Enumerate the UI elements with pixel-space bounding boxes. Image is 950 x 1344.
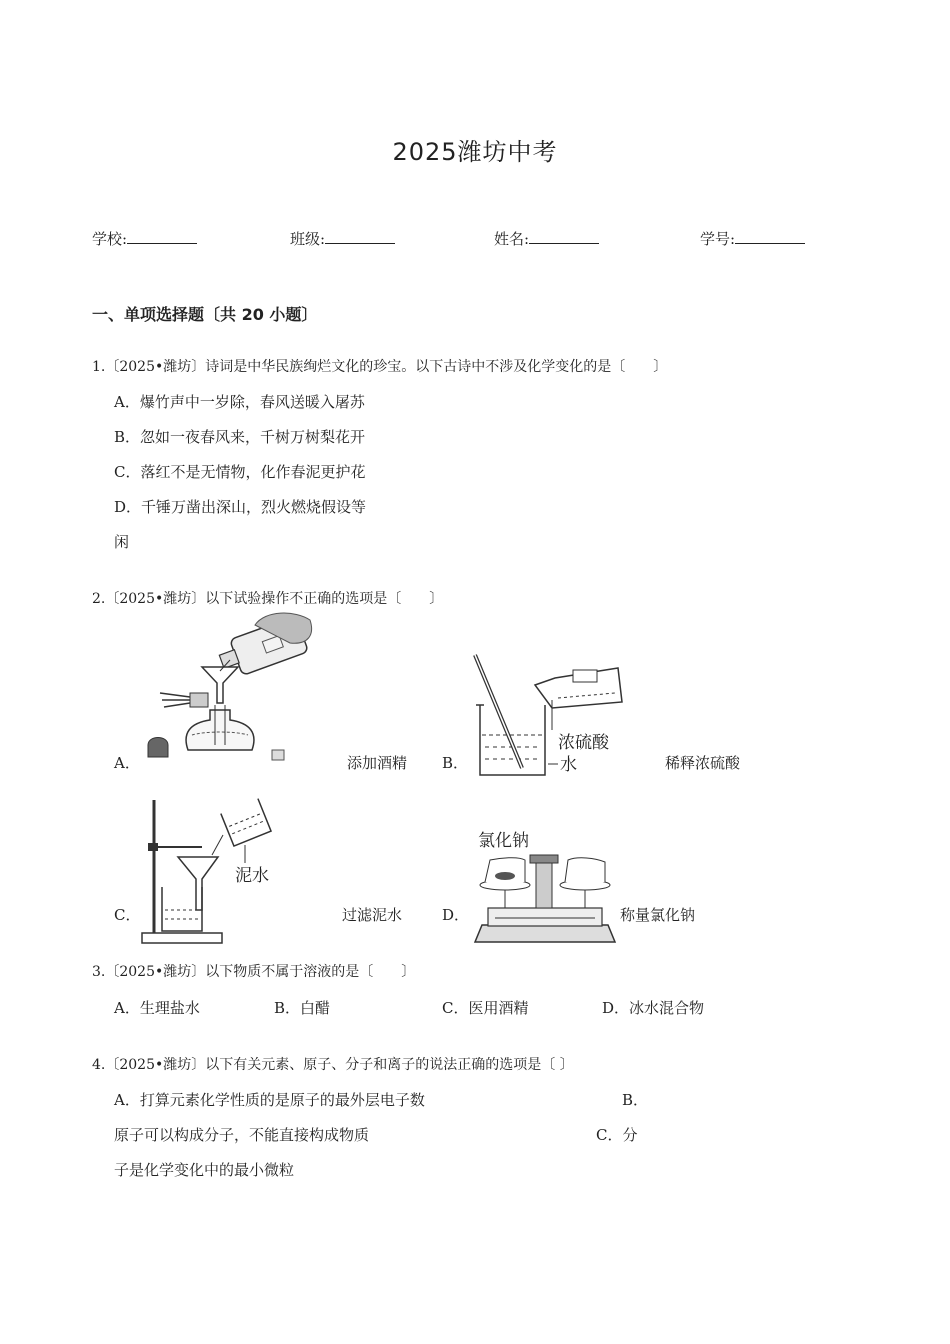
q3-option-b: B．白醋 — [274, 999, 331, 1017]
q2-option-d-caption: 称量氯化钠 — [620, 906, 696, 924]
alcohol-lamp-figure — [140, 605, 320, 775]
q4-stem: 4.〔2025•潍坊〕以下有关元素、原子、分子和离子的说法正确的选项是〔 〕 — [92, 1057, 574, 1073]
page-title: 2025潍坊中考 — [392, 138, 558, 166]
dilute-acid-figure — [470, 650, 650, 780]
q3-option-d: D．冰水混合物 — [602, 999, 705, 1017]
q3-stem: 3.〔2025•潍坊〕以下物质不属于溶液的是〔 〕 — [92, 964, 416, 980]
q2-option-a-caption: 添加酒精 — [347, 754, 408, 772]
q1-option-d: D．千锤万凿出深山，烈火燃烧假设等 — [114, 498, 367, 516]
name-label: 姓名: — [494, 230, 530, 248]
q1-option-d-cont: 闲 — [114, 533, 130, 551]
q2-stem: 2.〔2025•潍坊〕以下试验操作不正确的选项是〔 〕 — [92, 591, 444, 607]
q1-option-a: A．爆竹声中一岁除，春风送暖入屠苏 — [114, 393, 365, 411]
school-field — [92, 228, 197, 249]
q1-stem: 1.〔2025•潍坊〕诗词是中华民族绚烂文化的珍宝。以下古诗中不涉及化学变化的是〔 〕 — [92, 359, 668, 375]
school-blank — [127, 229, 197, 244]
class-field — [290, 228, 395, 249]
q3-option-a: A．生理盐水 — [114, 999, 200, 1017]
q4-option-c-text: 子是化学变化中的最小微粒 — [114, 1161, 295, 1179]
muddy-water-label: 泥水 — [235, 866, 269, 886]
name-blank — [529, 229, 599, 244]
q2-option-c-letter: C． — [114, 906, 141, 924]
water-label: 水 — [560, 755, 577, 775]
q2-option-a-letter: A． — [114, 754, 140, 772]
class-label: 班级: — [290, 230, 326, 248]
number-field — [700, 228, 805, 249]
name-field — [494, 228, 599, 249]
q1-option-b: B．忽如一夜春风来，千树万树梨花开 — [114, 428, 366, 446]
q1-option-c: C．落红不是无情物，化作春泥更护花 — [114, 463, 366, 481]
nacl-label: 氯化钠 — [478, 831, 529, 851]
filtration-figure — [140, 795, 300, 950]
number-blank — [735, 229, 805, 244]
q4-option-c-letter: C．分 — [596, 1126, 638, 1144]
acid-label: 浓硫酸 — [558, 733, 609, 753]
number-label: 学号: — [700, 230, 736, 248]
q4-option-b-letter: B． — [622, 1091, 649, 1109]
school-label: 学校: — [92, 230, 128, 248]
q4-option-a: A．打算元素化学性质的是原子的最外层电子数 — [114, 1091, 425, 1109]
q2-option-b-caption: 稀释浓硫酸 — [665, 754, 741, 772]
balance-figure — [470, 830, 620, 945]
q3-option-c: C．医用酒精 — [442, 999, 529, 1017]
q2-option-b-letter: B． — [442, 754, 469, 772]
q2-option-c-caption: 过滤泥水 — [342, 906, 403, 924]
class-blank — [325, 229, 395, 244]
q2-option-d-letter: D． — [442, 906, 470, 924]
q4-option-b-text: 原子可以构成分子，不能直接构成物质 — [114, 1126, 370, 1144]
section-heading: 一、单项选择题〔共 20 小题〕 — [92, 305, 318, 324]
